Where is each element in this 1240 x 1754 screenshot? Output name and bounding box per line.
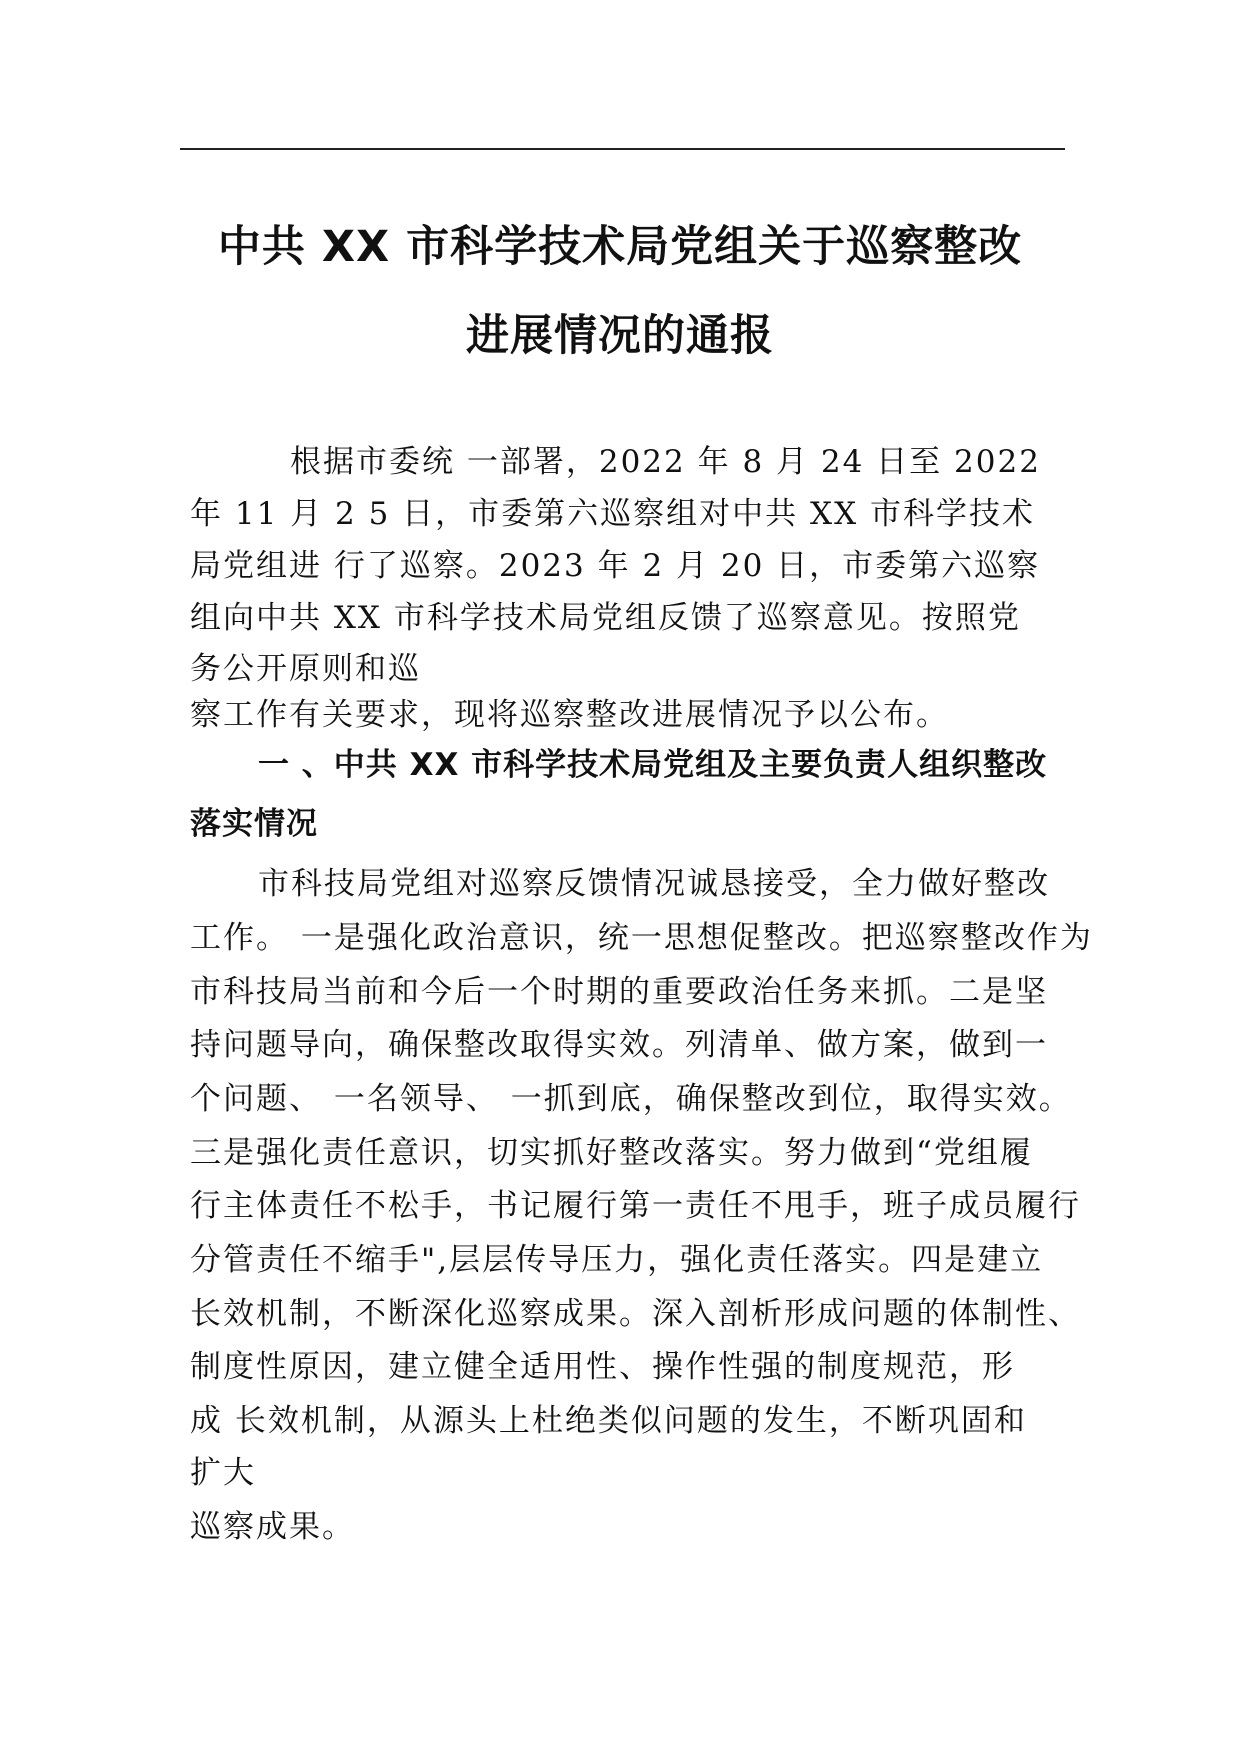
section-body-line-4: 持问题导向，确保整改取得实效。列清单、做方案，做到一 bbox=[190, 1027, 1048, 1063]
section-body-line-7: 行主体责任不松手，书记履行第一责任不甩手，班子成员履行 bbox=[190, 1188, 1081, 1224]
section-body-line-13: 巡察成果。 bbox=[190, 1509, 355, 1545]
intro-line-4: 组向中共 XX 市科学技术局党组反馈了巡察意见。按照党 bbox=[190, 600, 1021, 636]
section-body-line-1: 市科技局党组对巡察反馈情况诚恳接受，全力做好整改 bbox=[258, 866, 1050, 902]
section-body-line-10: 制度性原因，建立健全适用性、操作性强的制度规范，形 bbox=[190, 1349, 1015, 1385]
intro-line-2: 年 11 月 2 5 日，市委第六巡察组对中共 XX 市科学技术 bbox=[190, 496, 1036, 532]
document-title-line-1: 中共 XX 市科学技术局党组关于巡察整改 bbox=[217, 222, 1023, 272]
section-heading-line-1: 一 、中共 XX 市科学技术局党组及主要负责人组织整改 bbox=[258, 747, 1048, 783]
document-title-line-2: 进展情况的通报 bbox=[466, 311, 774, 361]
section-body-line-11: 成 长效机制，从源头上杜绝类似问题的发生，不断巩固和 bbox=[190, 1403, 1027, 1439]
section-body-line-3: 市科技局当前和今后一个时期的重要政治任务来抓。二是坚 bbox=[190, 974, 1048, 1010]
section-body-line-12: 扩大 bbox=[190, 1455, 256, 1491]
section-body-line-5: 个问题、 一名领导、 一抓到底，确保整改到位，取得实效。 bbox=[190, 1081, 1072, 1117]
section-body-line-2: 工作。 一是强化政治意识，统一思想促整改。把巡察整改作为 bbox=[190, 920, 1093, 956]
section-heading-line-2: 落实情况 bbox=[190, 806, 318, 842]
section-body-line-9: 长效机制，不断深化巡察成果。深入剖析形成问题的体制性、 bbox=[190, 1296, 1081, 1332]
section-body-line-8: 分管责任不缩手",层层传导压力，强化责任落实。四是建立 bbox=[190, 1242, 1044, 1278]
intro-line-1: 根据市委统 一部署，2022 年 8 月 24 日至 2022 bbox=[290, 444, 1041, 480]
intro-line-6: 察工作有关要求，现将巡察整改进展情况予以公布。 bbox=[190, 697, 949, 733]
section-body-line-6: 三是强化责任意识，切实抓好整改落实。努力做到“党组履 bbox=[190, 1135, 1033, 1171]
intro-line-3: 局党组进 行了巡察。2023 年 2 月 20 日，市委第六巡察 bbox=[190, 548, 1041, 584]
header-rule bbox=[180, 148, 1065, 150]
intro-line-5: 务公开原则和巡 bbox=[190, 651, 421, 687]
